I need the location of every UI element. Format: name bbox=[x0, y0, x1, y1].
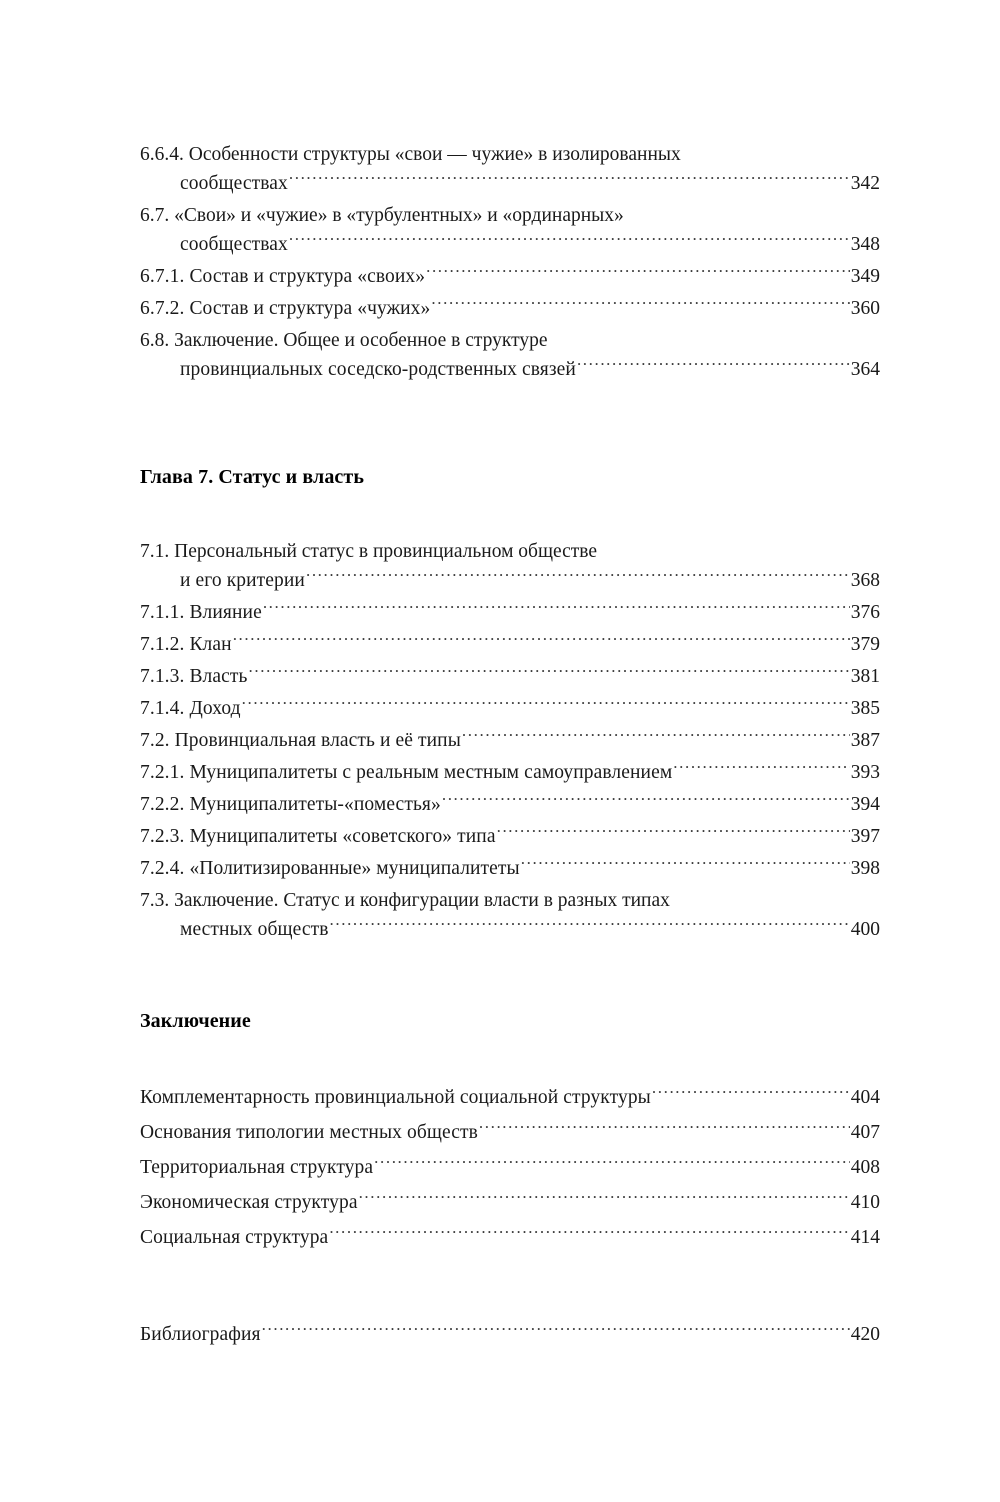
toc-group-chapter-6-tail bbox=[140, 140, 880, 384]
conclusion-heading: Заключение bbox=[140, 1010, 251, 1032]
toc-entry-title-line2: сообществах bbox=[180, 173, 288, 194]
toc-entry-title: Библиография bbox=[140, 1324, 261, 1345]
toc-entry-row bbox=[140, 822, 880, 851]
dot-leader bbox=[263, 599, 850, 619]
toc-entry-title: 7.2. Провинциальная власть и её типы bbox=[140, 730, 461, 751]
toc-entry-title-line2: и его критерии bbox=[180, 570, 305, 591]
toc-entry-row bbox=[140, 1153, 880, 1182]
toc-entry-row bbox=[140, 294, 880, 323]
toc-entry[interactable] bbox=[140, 537, 880, 595]
toc-entry-continuation bbox=[140, 169, 880, 198]
toc-entry[interactable] bbox=[140, 1320, 880, 1349]
toc-page-number: 407 bbox=[850, 1122, 880, 1143]
spacer-after-conclusion-heading bbox=[140, 1035, 880, 1083]
toc-entry[interactable] bbox=[140, 790, 880, 819]
toc-page-number: 393 bbox=[850, 762, 880, 783]
toc-page-number: 379 bbox=[850, 634, 880, 655]
toc-page-number: 364 bbox=[850, 359, 880, 380]
toc-entry[interactable] bbox=[140, 1188, 880, 1217]
toc-entry-title-line1: 6.8. Заключение. Общее и особенное в структуре bbox=[140, 330, 548, 351]
dot-leader bbox=[462, 727, 850, 747]
toc-entry[interactable] bbox=[140, 726, 880, 755]
toc-entry[interactable] bbox=[140, 1083, 880, 1112]
toc-entry-title: 6.7.1. Состав и структура «своих» bbox=[140, 266, 426, 287]
toc-entry[interactable] bbox=[140, 326, 880, 384]
toc-entry-row bbox=[140, 790, 880, 819]
toc-entry-row bbox=[140, 630, 880, 659]
dot-leader bbox=[521, 855, 850, 875]
dot-leader bbox=[233, 631, 850, 651]
toc-page-number: 385 bbox=[850, 698, 880, 719]
toc-entry-row bbox=[140, 758, 880, 787]
toc-entry[interactable] bbox=[140, 1153, 880, 1182]
toc-entry-row bbox=[140, 726, 880, 755]
spacer-after-chapter-7-heading bbox=[140, 491, 880, 537]
toc-entry-title-line1: 7.3. Заключение. Статус и конфигурации власти в разных типах bbox=[140, 890, 670, 911]
toc-entry[interactable] bbox=[140, 262, 880, 291]
toc-page-number: 400 bbox=[850, 919, 880, 940]
toc-entry[interactable] bbox=[140, 201, 880, 259]
toc-page-number: 397 bbox=[850, 826, 880, 847]
toc-entry-title: 6.7.2. Состав и структура «чужих» bbox=[140, 298, 431, 319]
toc-entry[interactable] bbox=[140, 694, 880, 723]
dot-leader bbox=[652, 1084, 850, 1104]
toc-entry-row bbox=[140, 1320, 880, 1349]
toc-entry-title: Основания типологии местных обществ bbox=[140, 1122, 478, 1143]
toc-entry-row bbox=[140, 694, 880, 723]
toc-page-number: 342 bbox=[850, 173, 880, 194]
toc-entry[interactable] bbox=[140, 630, 880, 659]
toc-group-chapter-7 bbox=[140, 537, 880, 944]
toc-entry-title: 7.1.4. Доход bbox=[140, 698, 241, 719]
toc-page-number: 394 bbox=[850, 794, 880, 815]
dot-leader bbox=[359, 1189, 850, 1209]
toc-entry-title: 7.2.2. Муниципалитеты-«поместья» bbox=[140, 794, 441, 815]
dot-leader bbox=[306, 567, 850, 587]
toc-page-number: 408 bbox=[850, 1157, 880, 1178]
toc-entry-title: Экономическая структура bbox=[140, 1192, 358, 1213]
dot-leader bbox=[479, 1119, 850, 1139]
toc-entry-continuation bbox=[140, 915, 880, 944]
dot-leader bbox=[330, 916, 850, 936]
spacer-before-conclusion bbox=[140, 947, 880, 1007]
toc-entry[interactable] bbox=[140, 886, 880, 944]
spacer-before-bibliography bbox=[140, 1258, 880, 1320]
toc-entry[interactable] bbox=[140, 294, 880, 323]
toc-entry[interactable] bbox=[140, 598, 880, 627]
chapter-7-heading: Глава 7. Статус и власть bbox=[140, 466, 365, 488]
toc-entry[interactable] bbox=[140, 854, 880, 883]
dot-leader bbox=[329, 1224, 849, 1244]
toc-group-bibliography bbox=[140, 1320, 880, 1349]
toc-entry-title-line2: местных обществ bbox=[180, 919, 329, 940]
toc-page-number: 349 bbox=[850, 266, 880, 287]
toc-entry-continuation bbox=[140, 566, 880, 595]
toc-entry[interactable] bbox=[140, 662, 880, 691]
toc-page-number: 381 bbox=[850, 666, 880, 687]
toc-entry-title-line2: провинциальных соседско-родственных связей bbox=[180, 359, 576, 380]
toc-entry-title-line2: сообществах bbox=[180, 234, 288, 255]
toc-page-number: 398 bbox=[850, 858, 880, 879]
toc-entry-title-line1: 6.6.4. Особенности структуры «свои — чужие» в изолированных bbox=[140, 144, 681, 165]
toc-page-number: 376 bbox=[850, 602, 880, 623]
toc-entry-title: Социальная структура bbox=[140, 1227, 329, 1248]
spacer-before-chapter-7 bbox=[140, 387, 880, 463]
dot-leader bbox=[431, 295, 849, 315]
toc-entry-title: 7.1.3. Власть bbox=[140, 666, 248, 687]
toc-entry-title-line1: 6.7. «Свои» и «чужие» в «турбулентных» и «ординарных» bbox=[140, 205, 624, 226]
toc-page-number: 414 bbox=[850, 1227, 880, 1248]
toc-entry[interactable] bbox=[140, 140, 880, 198]
toc-entry-title: 7.2.1. Муниципалитеты с реальным местным самоуправлением bbox=[140, 762, 673, 783]
toc-page-number: 410 bbox=[850, 1192, 880, 1213]
toc-entry-title: 7.1.2. Клан bbox=[140, 634, 232, 655]
toc-group-conclusion bbox=[140, 1083, 880, 1252]
dot-leader bbox=[497, 823, 850, 843]
toc-entry-row bbox=[140, 1118, 880, 1147]
toc-entry-row bbox=[140, 1223, 880, 1252]
dot-leader bbox=[289, 170, 850, 190]
toc-page-number: 360 bbox=[850, 298, 880, 319]
toc-entry-row bbox=[140, 854, 880, 883]
toc-entry-continuation bbox=[140, 230, 880, 259]
toc-entry[interactable] bbox=[140, 822, 880, 851]
toc-entry[interactable] bbox=[140, 1223, 880, 1252]
toc-entry-continuation bbox=[140, 355, 880, 384]
dot-leader bbox=[249, 663, 850, 683]
dot-leader bbox=[289, 231, 850, 251]
toc-entry-title: Комплементарность провинциальной социальной структуры bbox=[140, 1087, 651, 1108]
toc-page-number: 387 bbox=[850, 730, 880, 751]
toc-entry[interactable] bbox=[140, 758, 880, 787]
toc-entry-title: Территориальная структура bbox=[140, 1157, 374, 1178]
toc-entry-title: 7.2.4. «Политизированные» муниципалитеты bbox=[140, 858, 520, 879]
toc-content bbox=[140, 140, 880, 1355]
toc-entry-title: 7.1.1. Влияние bbox=[140, 602, 262, 623]
dot-leader bbox=[442, 791, 850, 811]
dot-leader bbox=[673, 759, 849, 779]
toc-entry-row bbox=[140, 1083, 880, 1112]
dot-leader bbox=[426, 263, 850, 283]
toc-page-number: 348 bbox=[850, 234, 880, 255]
toc-entry-row bbox=[140, 662, 880, 691]
toc-page-number: 420 bbox=[850, 1324, 880, 1345]
toc-entry-title-line1: 7.1. Персональный статус в провинциальном обществе bbox=[140, 541, 598, 562]
dot-leader bbox=[374, 1154, 850, 1174]
toc-entry[interactable] bbox=[140, 1118, 880, 1147]
toc-entry-row bbox=[140, 262, 880, 291]
toc-page-number: 368 bbox=[850, 570, 880, 591]
toc-entry-row bbox=[140, 1188, 880, 1217]
toc-page-number: 404 bbox=[850, 1087, 880, 1108]
dot-leader bbox=[577, 356, 850, 376]
dot-leader bbox=[242, 695, 850, 715]
dot-leader bbox=[262, 1321, 850, 1341]
toc-entry-title: 7.2.3. Муниципалитеты «советского» типа bbox=[140, 826, 496, 847]
toc-entry-row bbox=[140, 598, 880, 627]
